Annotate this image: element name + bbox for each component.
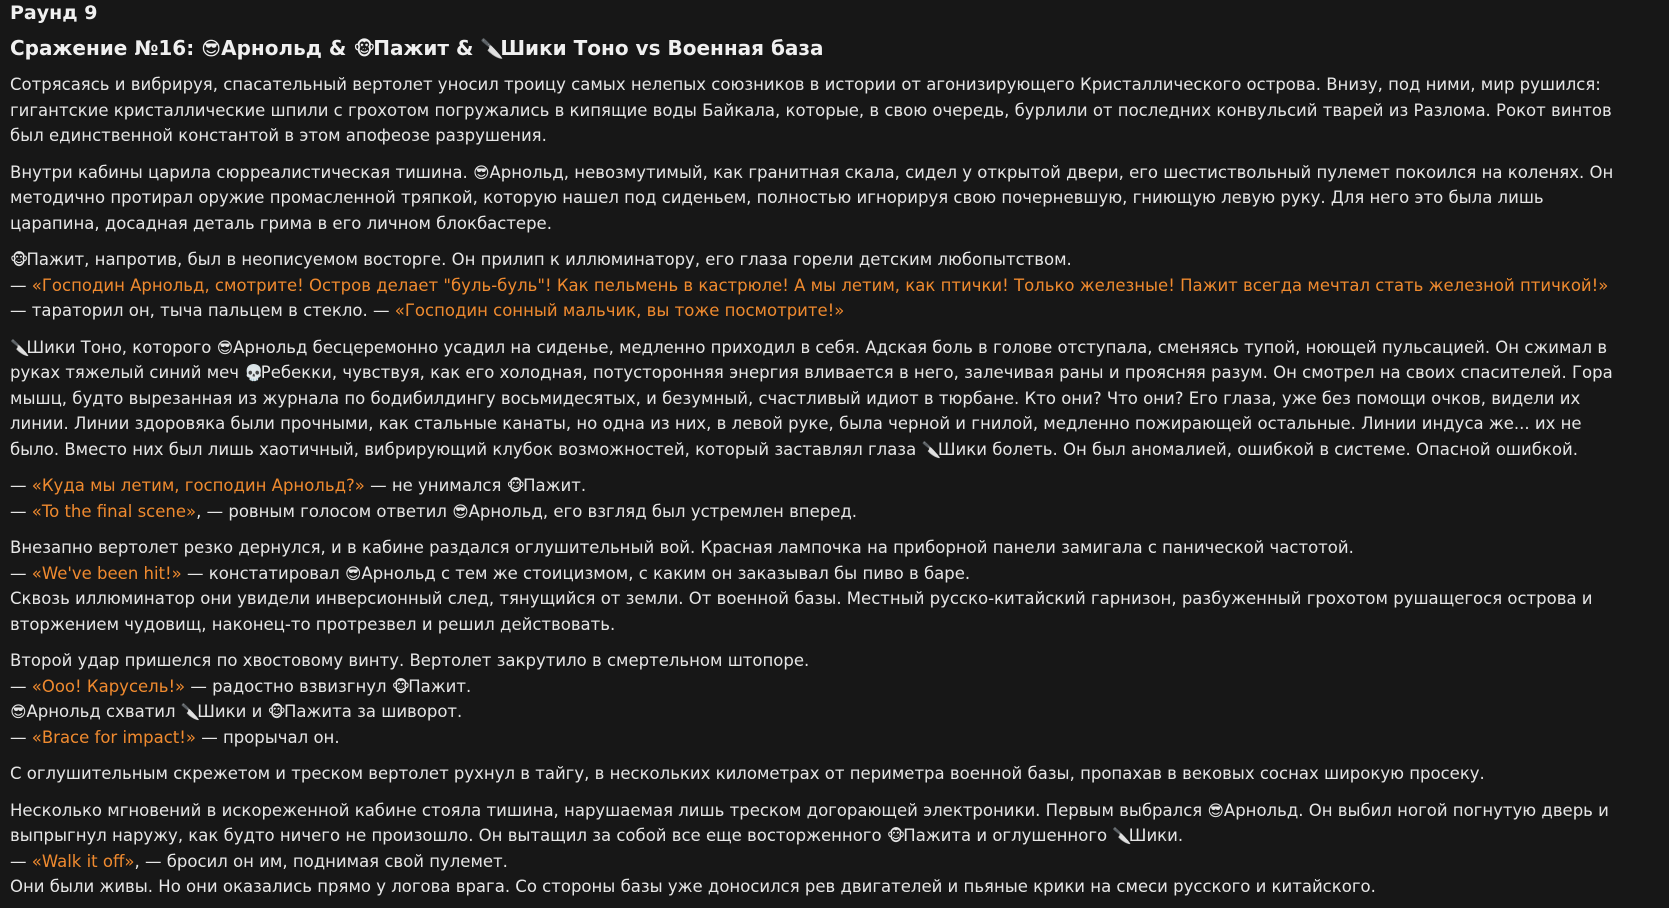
battle-heading <box>10 34 1620 63</box>
dash: — <box>10 851 27 871</box>
knife-icon: 🔪 <box>10 337 30 357</box>
dash: — <box>10 275 27 295</box>
arnold-icon: 😎 <box>216 337 234 357</box>
dash: — <box>10 563 27 583</box>
paragraph-2 <box>10 160 1620 237</box>
text: Пажита за шиворот. <box>284 702 463 721</box>
text: Они были живы. Но они оказались прямо у логова врага. Со стороны базы уже доносился рев двигателей и пьяные крики на смеси русского и китайского. <box>10 877 1376 896</box>
battle-name-enemy: Военная база <box>667 36 824 60</box>
pazhit-icon: 🐵 <box>886 826 905 845</box>
text: — не унимался <box>370 476 502 495</box>
arnold-icon: 😎 <box>452 501 469 521</box>
text: Арнольд, его взгляд был устремлен вперед. <box>468 501 858 521</box>
text: Арнольд с тем же стоицизмом, с каким он заказывал бы пиво в баре. <box>361 563 971 583</box>
dash: — <box>10 476 27 495</box>
pazhit-icon: 🐵 <box>506 476 525 495</box>
dash: — <box>10 727 27 747</box>
battle-name-pazhit: Пажит <box>373 36 450 60</box>
paragraph-9 <box>10 798 1620 900</box>
text: — констатировал <box>187 563 340 583</box>
paragraph-5 <box>10 473 1620 524</box>
text: Арнольд схватил <box>26 702 176 721</box>
paragraph-1: Сотрясаясь и вибрируя, спасательный вертолет уносил троицу самых нелепых союзников в истории от агонизирующего Кристаллического острова. Внизу, под ними, мир рушился: гигантские кристаллические шпили с грохотом погружались в кипящие воды Байкала, которые, в свою очередь, бурлили от последних конвульсий тварей из Разлома. Рокот винтов был единственной константой в этом апофеозе разрушения. <box>10 75 1612 145</box>
dialogue-quote: «We've been hit!» <box>31 563 182 583</box>
battle-name-arnold: Арнольд <box>221 36 322 60</box>
text: — прорычал он. <box>201 727 340 747</box>
arnold-icon: 😎 <box>201 38 222 60</box>
text: Внутри кабины царила сюрреалистическая тишина. <box>10 162 468 182</box>
text: , — ровным голосом ответил <box>196 501 447 521</box>
text: , — бросил он им, поднимая свой пулемет. <box>134 851 508 871</box>
skull-icon: 💀 <box>244 363 264 382</box>
knife-icon: 🔪 <box>480 38 505 60</box>
text: Шики и <box>197 702 263 721</box>
battle-ampersand: & <box>328 36 347 60</box>
dash: — <box>10 676 27 696</box>
text: Арнольд. Он выбил ногой погнутую дверь и выпрыгнул наружу, как будто ничего не произошло. Он вытащил за собой все еще восторженного <box>10 800 1609 845</box>
text: Сквозь иллюминатор они увидели инверсионный след, тянущийся от земли. От военной базы. Местный русско-китайский гарнизон, разбуженный грохотом рушащегося острова и вторжением чудовищ, наконец-то протрезвел и решил действовать. <box>10 589 1593 634</box>
arnold-icon: 😎 <box>10 702 27 721</box>
text: Несколько мгновений в искореженной кабине стояла тишина, нарушаемая лишь треском догорающей электроники. Первым выбрался <box>10 800 1203 820</box>
arnold-icon: 😎 <box>1207 800 1224 820</box>
text: Пажит. <box>408 676 472 696</box>
pazhit-icon: 🐵 <box>10 250 29 269</box>
battle-name-shiki: Шики Тоно <box>500 36 629 60</box>
dialogue-quote: «To the final scene» <box>31 501 197 521</box>
paragraph-6 <box>10 535 1620 637</box>
paragraph-3 <box>10 247 1620 324</box>
text: Пажит. <box>523 476 587 495</box>
text: Арнольд, невозмутимый, как гранитная скала, сидел у открытой двери, его шестиствольный пулемет покоился на коленях. Он методично протирал оружие промасленной тряпкой, которую нашел под сиденьем, полностью игнорируя свою почерневшую, гниющую левую руку. Для него это была лишь царапина, досадная деталь грима в его личном блокбастере. <box>10 162 1614 233</box>
dialogue-quote: «Brace for impact!» <box>31 727 196 747</box>
dialogue-quote: «Куда мы летим, господин Арнольд?» <box>31 476 365 495</box>
text: Шики. <box>1128 826 1184 845</box>
text: — радостно взвизгнул <box>190 676 387 696</box>
dialogue-quote: «Ооо! Карусель!» <box>31 676 186 696</box>
text: — тараторил он, тыча пальцем в стекло. — <box>10 301 390 320</box>
text: Арнольд бесцеремонно усадил на сиденье, медленно приходил в себя. Адская боль в голове отступала, сменяясь тупой, ноющей пульсацией. Он сжимал в руках тяжелый синий меч <box>10 337 1608 382</box>
round-heading: Раунд 9 <box>10 2 98 24</box>
text: Второй удар пришелся по хвостовому винту. Вертолет закрутило в смертельном штопоре. <box>10 651 810 670</box>
text: Шики Тоно, которого <box>26 337 212 357</box>
pazhit-icon: 🐵 <box>391 676 410 696</box>
text: Ребекки, чувствуя, как его холодная, потусторонняя энергия вливается в него, залечивая раны и проясняя разум. Он смотрел на своих спасителей. Гора мышц, будто вырезанная из журнала по бодибилдингу восьмидесятых, и безумный, счастливый идиот в тюрбане. Кто они? Что они? Его глаза, уже без помощи очков, видели их линии. Линии здоровяка были прочными, как стальные канаты, но одна из них, в левой руке, была черной и гнилой, медленно пожирающей остальные. Линии индуса же... их не было. Вместо них был лишь хаотичный, вибрирующий клубок возможностей, который заставлял глаза <box>10 363 1613 459</box>
dialogue-quote: «Господин сонный мальчик, вы тоже посмотрите!» <box>394 301 845 320</box>
battle-prefix: Сражение №16: <box>10 36 195 60</box>
text: Пажит, напротив, был в неописуемом восторге. Он прилип к иллюминатору, его глаза горели детским любопытством. <box>26 250 1072 269</box>
dash: — <box>10 501 27 521</box>
dialogue-quote: «Walk it off» <box>31 851 135 871</box>
pazhit-icon: 🐵 <box>353 38 376 60</box>
paragraph-7 <box>10 648 1620 750</box>
text: Шики болеть. Он был аномалией, ошибкой в системе. Опасной ошибкой. <box>937 439 1578 459</box>
knife-icon: 🔪 <box>1112 826 1132 845</box>
knife-icon: 🔪 <box>921 439 941 459</box>
paragraph-8: С оглушительным скрежетом и треском вертолет рухнул в тайгу, в нескольких километрах от периметра военной базы, пропахав в вековых соснах широкую просеку. <box>10 764 1485 783</box>
text: Внезапно вертолет резко дернулся, и в кабине раздался оглушительный вой. Красная лампочка на приборной панели замигала с панической частотой. <box>10 538 1354 557</box>
text: Пажита и оглушенного <box>903 826 1108 845</box>
knife-icon: 🔪 <box>180 702 201 721</box>
battle-vs: vs <box>635 36 661 60</box>
dialogue-quote: «Господин Арнольд, смотрите! Остров делает "буль-буль"! Как пельмень в кастрюле! А мы летим, как птички! Только железные! Пажит всегда мечтал стать железной птичкой!» <box>31 275 1609 295</box>
arnold-icon: 😎 <box>345 563 362 583</box>
pazhit-icon: 🐵 <box>267 702 286 721</box>
arnold-icon: 😎 <box>473 162 490 182</box>
paragraph-4 <box>10 335 1620 463</box>
battle-ampersand: & <box>455 36 474 60</box>
